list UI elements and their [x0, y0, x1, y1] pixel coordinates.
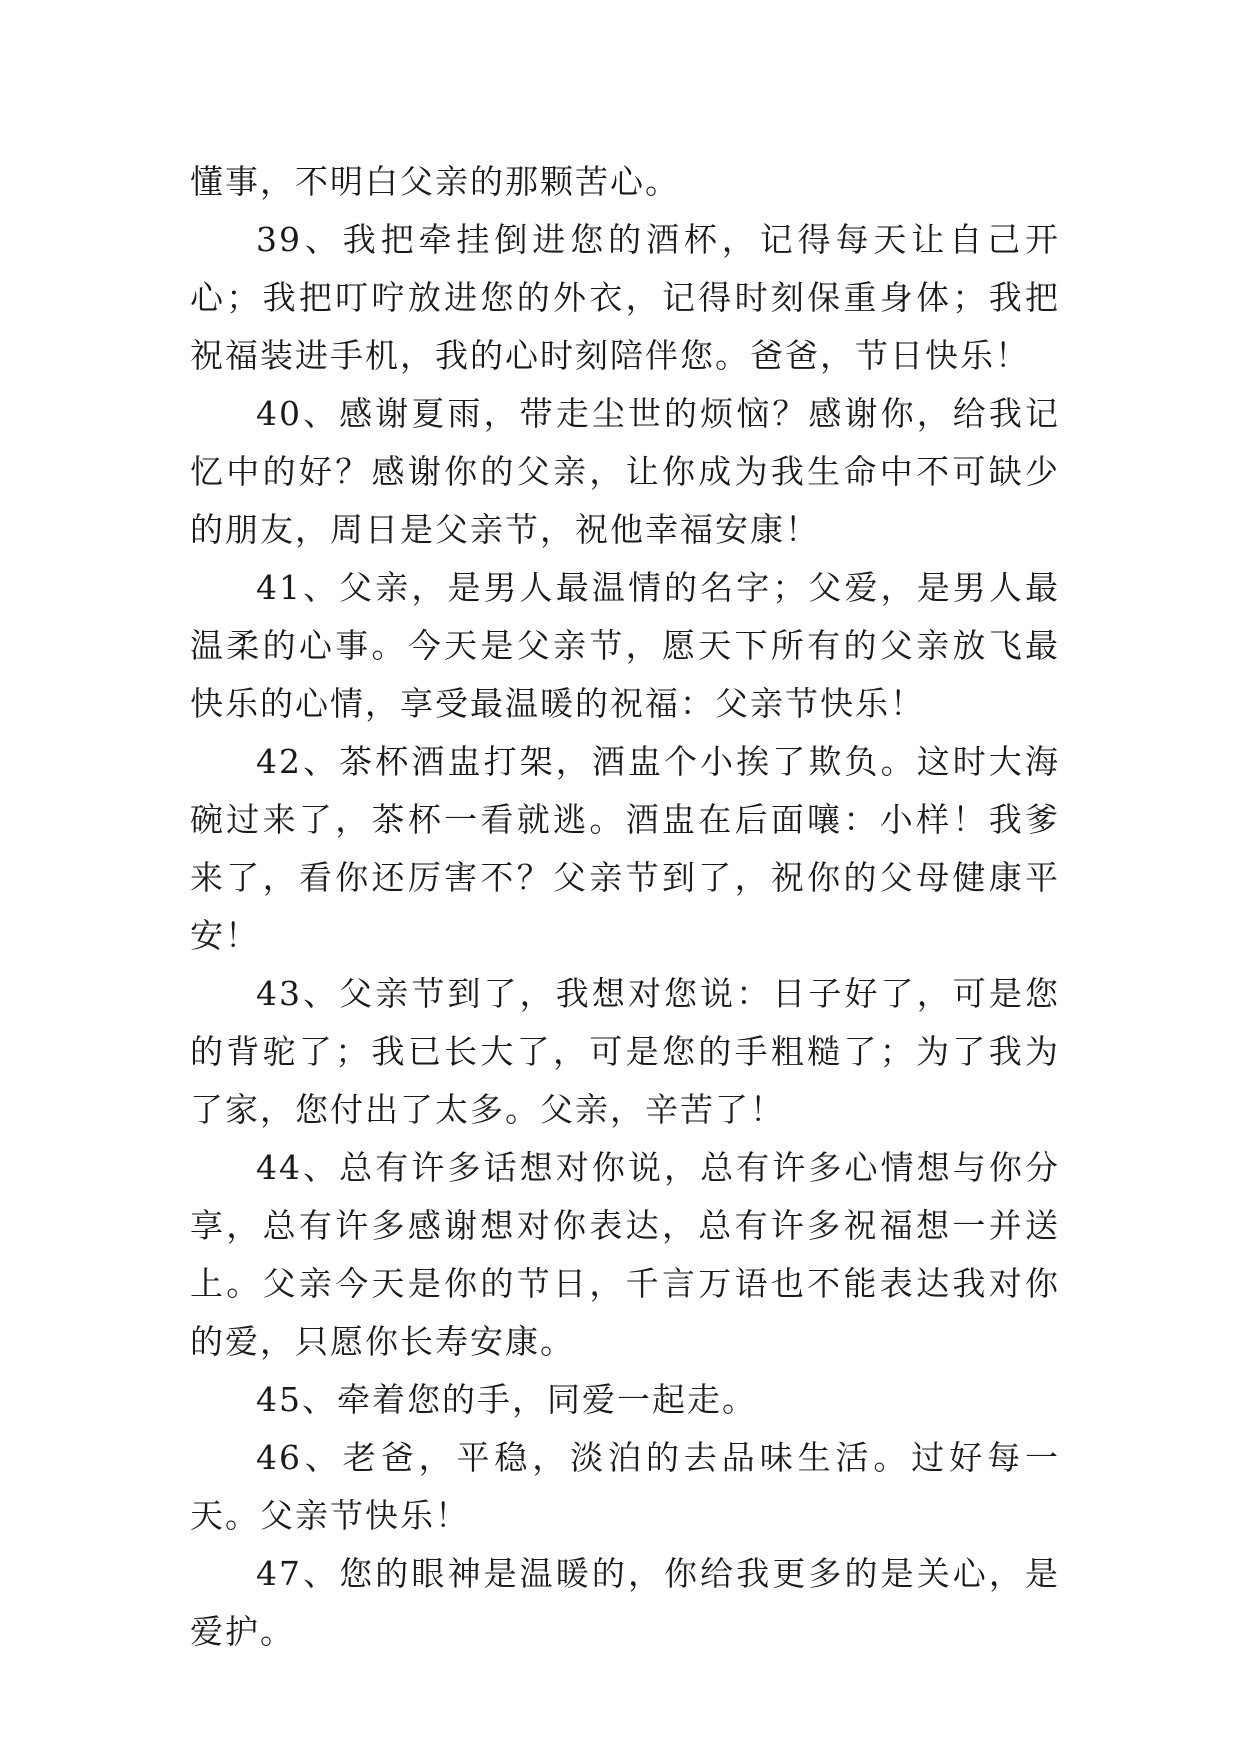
- paragraph-44: 44、总有许多话想对你说，总有许多心情想与你分享，总有许多感谢想对你表达，总有许多祝福想一并送上。父亲今天是你的节日，千言万语也不能表达我对你的爱，只愿你长寿安康。: [190, 1148, 1060, 1361]
- document-body: [190, 153, 1060, 1661]
- paragraph-39: 39、我把牵挂倒进您的酒杯，记得每天让自己开心；我把叮咛放进您的外衣，记得时刻保重身体；我把祝福装进手机，我的心时刻陪伴您。爸爸，节日快乐！: [190, 220, 1060, 375]
- paragraph-43: 43、父亲节到了，我想对您说：日子好了，可是您的背驼了；我已长大了，可是您的手粗糙了；为了我为了家，您付出了太多。父亲，辛苦了！: [190, 974, 1060, 1129]
- paragraph-41: 41、父亲，是男人最温情的名字；父爱，是男人最温柔的心事。今天是父亲节，愿天下所有的父亲放飞最快乐的心情，享受最温暖的祝福：父亲节快乐！: [190, 568, 1060, 723]
- paragraph-continuation: 懂事，不明白父亲的那颗苦心。: [190, 162, 680, 201]
- paragraph-47: 47、您的眼神是温暖的，你给我更多的是关心，是爱护。: [190, 1554, 1060, 1651]
- paragraph-42: 42、茶杯酒盅打架，酒盅个小挨了欺负。这时大海碗过来了，茶杯一看就逃。酒盅在后面嚷：小样！我爹来了，看你还厉害不？父亲节到了，祝你的父母健康平安！: [190, 742, 1060, 955]
- paragraph-46: 46、老爸，平稳，淡泊的去品味生活。过好每一天。父亲节快乐！: [190, 1438, 1060, 1535]
- paragraph-40: 40、感谢夏雨，带走尘世的烦恼？感谢你，给我记忆中的好？感谢你的父亲，让你成为我生命中不可缺少的朋友，周日是父亲节，祝他幸福安康！: [190, 394, 1060, 549]
- paragraph-45: 45、牵着您的手，同爱一起走。: [256, 1380, 757, 1419]
